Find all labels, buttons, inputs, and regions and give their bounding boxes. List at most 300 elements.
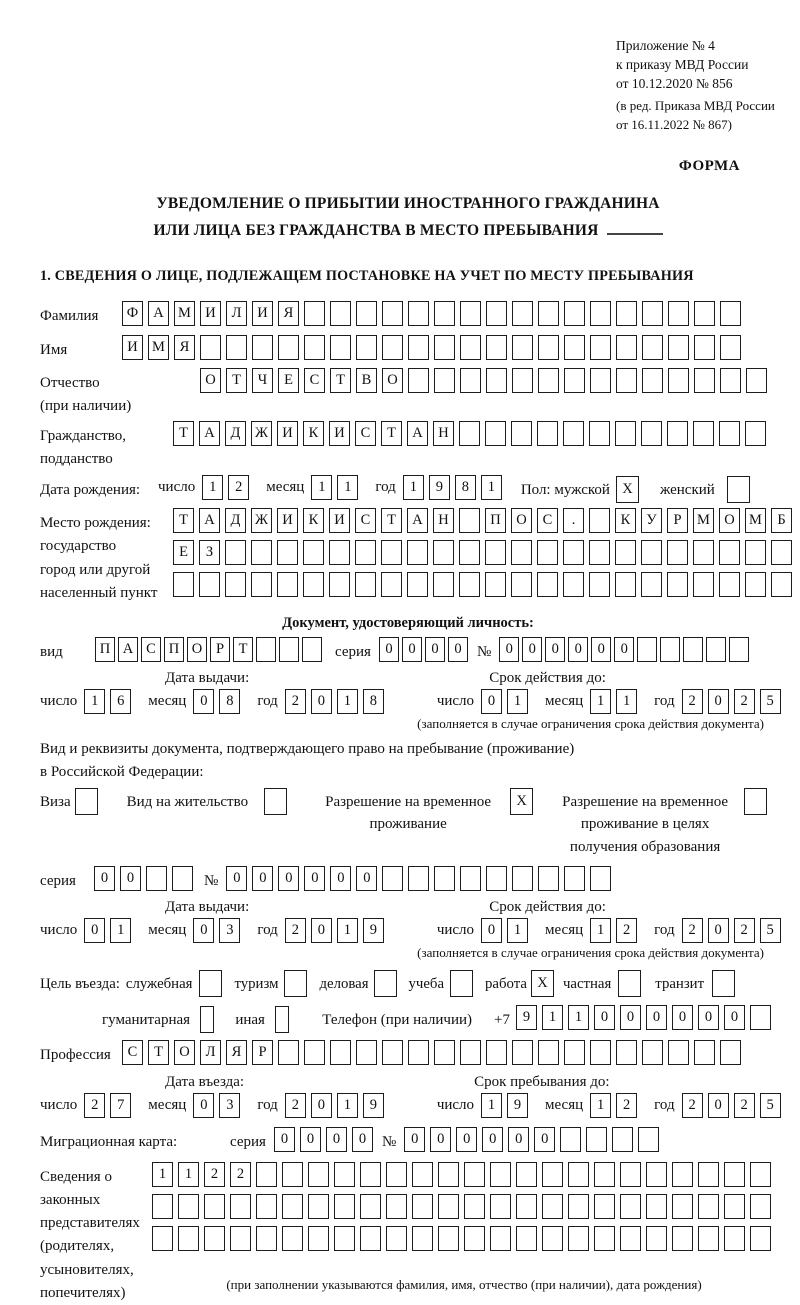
char-cell[interactable] [381,540,402,565]
char-cell[interactable] [568,1226,589,1251]
char-cell[interactable] [720,368,741,393]
char-cell[interactable] [724,1226,745,1251]
char-cell[interactable]: Д [225,421,246,446]
char-cell[interactable] [589,540,610,565]
char-cell[interactable] [381,572,402,597]
date-month-cells[interactable] [193,689,245,714]
char-cell[interactable] [590,301,611,326]
char-cell[interactable] [360,1162,381,1187]
purpose-tourism-checkbox[interactable] [284,970,307,997]
date-month-cells[interactable] [193,918,245,943]
char-cell[interactable] [706,637,726,662]
date-day-cells[interactable] [481,918,533,943]
char-cell[interactable]: 0 [456,1127,477,1152]
char-cell[interactable] [460,1040,481,1065]
char-cell[interactable]: С [537,508,558,533]
char-cell[interactable] [620,1162,641,1187]
char-cell[interactable] [490,1194,511,1219]
char-cell[interactable] [434,301,455,326]
char-cell[interactable] [538,1040,559,1065]
char-cell[interactable]: . [563,508,584,533]
purpose-business-checkbox[interactable] [374,970,397,997]
surname-cells[interactable] [122,301,746,326]
char-cell[interactable] [590,335,611,360]
char-cell[interactable] [225,572,246,597]
char-cell[interactable] [698,1162,719,1187]
char-cell[interactable] [683,637,703,662]
char-cell[interactable]: 0 [193,1093,214,1118]
char-cell[interactable]: Т [233,637,253,662]
char-cell[interactable] [178,1194,199,1219]
char-cell[interactable] [278,1040,299,1065]
char-cell[interactable] [537,572,558,597]
char-cell[interactable] [724,1162,745,1187]
char-cell[interactable]: 0 [646,1005,667,1030]
char-cell[interactable]: 9 [516,1005,537,1030]
char-cell[interactable] [750,1162,771,1187]
char-cell[interactable]: 0 [311,689,332,714]
date-day-cells[interactable] [84,918,136,943]
char-cell[interactable] [512,1040,533,1065]
char-cell[interactable] [356,1040,377,1065]
char-cell[interactable] [668,301,689,326]
char-cell[interactable]: 0 [252,866,273,891]
char-cell[interactable] [589,421,610,446]
char-cell[interactable]: 3 [219,918,240,943]
char-cell[interactable] [511,572,532,597]
char-cell[interactable]: 9 [507,1093,528,1118]
firstname-cells[interactable] [122,335,746,360]
char-cell[interactable] [512,866,533,891]
char-cell[interactable]: 0 [120,866,141,891]
guardians-cells-2[interactable] [152,1194,776,1219]
char-cell[interactable] [750,1226,771,1251]
char-cell[interactable] [490,1226,511,1251]
char-cell[interactable] [334,1194,355,1219]
char-cell[interactable] [538,335,559,360]
char-cell[interactable]: М [174,301,195,326]
char-cell[interactable] [308,1162,329,1187]
char-cell[interactable]: 2 [285,689,306,714]
date-month-cells[interactable] [590,918,642,943]
char-cell[interactable]: Ж [251,421,272,446]
char-cell[interactable] [408,368,429,393]
char-cell[interactable] [460,368,481,393]
visa-checkbox[interactable] [75,788,98,815]
char-cell[interactable] [542,1194,563,1219]
date-day-cells[interactable] [481,689,533,714]
char-cell[interactable]: Ф [122,301,143,326]
char-cell[interactable]: 2 [228,475,249,500]
char-cell[interactable]: 0 [508,1127,529,1152]
char-cell[interactable]: 0 [430,1127,451,1152]
char-cell[interactable] [486,368,507,393]
char-cell[interactable]: 0 [352,1127,373,1152]
char-cell[interactable] [438,1226,459,1251]
char-cell[interactable]: Т [330,368,351,393]
char-cell[interactable] [172,866,193,891]
birth-place-cells-1[interactable] [173,508,797,533]
char-cell[interactable] [642,1040,663,1065]
char-cell[interactable] [616,1040,637,1065]
doc-number-cells[interactable] [499,637,752,662]
char-cell[interactable]: 1 [202,475,223,500]
char-cell[interactable] [200,335,221,360]
char-cell[interactable]: 1 [590,918,611,943]
char-cell[interactable] [386,1226,407,1251]
char-cell[interactable] [720,335,741,360]
char-cell[interactable] [564,335,585,360]
char-cell[interactable] [304,335,325,360]
char-cell[interactable]: 1 [507,918,528,943]
char-cell[interactable] [382,335,403,360]
char-cell[interactable] [459,421,480,446]
char-cell[interactable]: 0 [311,918,332,943]
char-cell[interactable]: 0 [724,1005,745,1030]
purpose-transit-checkbox[interactable] [712,970,735,997]
char-cell[interactable] [516,1226,537,1251]
char-cell[interactable] [434,866,455,891]
char-cell[interactable]: О [382,368,403,393]
char-cell[interactable] [408,866,429,891]
char-cell[interactable] [330,1040,351,1065]
char-cell[interactable]: 0 [534,1127,555,1152]
guardians-cells-3[interactable] [152,1226,776,1251]
char-cell[interactable] [594,1162,615,1187]
char-cell[interactable] [542,1226,563,1251]
char-cell[interactable]: 2 [230,1162,251,1187]
char-cell[interactable]: Т [148,1040,169,1065]
char-cell[interactable] [693,421,714,446]
char-cell[interactable]: 0 [672,1005,693,1030]
char-cell[interactable] [616,368,637,393]
char-cell[interactable]: О [200,368,221,393]
char-cell[interactable] [516,1162,537,1187]
char-cell[interactable]: 2 [616,918,637,943]
char-cell[interactable] [516,1194,537,1219]
char-cell[interactable] [486,335,507,360]
char-cell[interactable]: 3 [219,1093,240,1118]
char-cell[interactable] [724,1194,745,1219]
char-cell[interactable] [537,540,558,565]
char-cell[interactable] [693,540,714,565]
char-cell[interactable] [256,637,276,662]
char-cell[interactable] [412,1226,433,1251]
char-cell[interactable]: О [174,1040,195,1065]
char-cell[interactable]: 0 [311,1093,332,1118]
char-cell[interactable] [356,301,377,326]
char-cell[interactable] [464,1226,485,1251]
char-cell[interactable] [434,1040,455,1065]
char-cell[interactable]: 9 [363,1093,384,1118]
char-cell[interactable] [646,1226,667,1251]
char-cell[interactable] [542,1162,563,1187]
char-cell[interactable] [615,572,636,597]
char-cell[interactable]: 9 [429,475,450,500]
temp-residence-checkbox[interactable]: X [510,788,533,815]
char-cell[interactable] [486,1040,507,1065]
char-cell[interactable] [485,540,506,565]
birth-place-cells-2[interactable] [173,540,797,565]
char-cell[interactable]: 0 [698,1005,719,1030]
char-cell[interactable]: О [719,508,740,533]
char-cell[interactable]: 0 [274,1127,295,1152]
char-cell[interactable] [641,421,662,446]
char-cell[interactable] [486,866,507,891]
char-cell[interactable]: 0 [568,637,588,662]
char-cell[interactable]: 0 [448,637,468,662]
char-cell[interactable] [672,1194,693,1219]
char-cell[interactable] [637,637,657,662]
char-cell[interactable]: А [199,421,220,446]
char-cell[interactable] [360,1226,381,1251]
char-cell[interactable] [382,1040,403,1065]
char-cell[interactable]: 2 [734,1093,755,1118]
char-cell[interactable]: 0 [94,866,115,891]
date-day-cells[interactable] [84,1093,136,1118]
char-cell[interactable]: 0 [300,1127,321,1152]
char-cell[interactable]: 1 [481,1093,502,1118]
date-year-cells[interactable] [285,918,389,943]
char-cell[interactable]: 0 [708,918,729,943]
char-cell[interactable]: 0 [594,1005,615,1030]
char-cell[interactable] [277,540,298,565]
doc-kind-cells[interactable] [95,637,325,662]
char-cell[interactable]: 8 [219,689,240,714]
char-cell[interactable] [616,301,637,326]
char-cell[interactable]: Я [226,1040,247,1065]
char-cell[interactable]: Т [173,508,194,533]
char-cell[interactable] [412,1194,433,1219]
char-cell[interactable] [660,637,680,662]
char-cell[interactable] [438,1194,459,1219]
char-cell[interactable]: 6 [110,689,131,714]
char-cell[interactable] [668,335,689,360]
char-cell[interactable]: 1 [152,1162,173,1187]
char-cell[interactable] [486,301,507,326]
char-cell[interactable]: 0 [226,866,247,891]
char-cell[interactable]: 0 [591,637,611,662]
char-cell[interactable] [408,335,429,360]
char-cell[interactable]: Д [225,508,246,533]
char-cell[interactable] [615,421,636,446]
char-cell[interactable] [694,1040,715,1065]
char-cell[interactable]: 0 [330,866,351,891]
char-cell[interactable] [334,1226,355,1251]
char-cell[interactable] [408,1040,429,1065]
char-cell[interactable]: К [615,508,636,533]
residence-permit-checkbox[interactable] [264,788,287,815]
char-cell[interactable] [537,421,558,446]
char-cell[interactable]: И [122,335,143,360]
char-cell[interactable] [225,540,246,565]
char-cell[interactable] [464,1162,485,1187]
char-cell[interactable] [355,540,376,565]
char-cell[interactable] [304,1040,325,1065]
char-cell[interactable]: 0 [481,918,502,943]
char-cell[interactable]: 1 [616,689,637,714]
char-cell[interactable]: 2 [734,918,755,943]
char-cell[interactable] [434,368,455,393]
char-cell[interactable] [433,540,454,565]
purpose-work-checkbox[interactable]: X [531,970,554,997]
char-cell[interactable] [434,335,455,360]
char-cell[interactable]: Р [252,1040,273,1065]
char-cell[interactable]: Е [278,368,299,393]
char-cell[interactable] [538,368,559,393]
char-cell[interactable]: 0 [404,1127,425,1152]
char-cell[interactable]: Ж [251,508,272,533]
char-cell[interactable] [382,301,403,326]
char-cell[interactable] [152,1194,173,1219]
char-cell[interactable] [563,421,584,446]
char-cell[interactable]: М [693,508,714,533]
char-cell[interactable] [407,540,428,565]
char-cell[interactable] [668,1040,689,1065]
citizenship-cells[interactable] [173,421,771,446]
char-cell[interactable]: 0 [193,689,214,714]
char-cell[interactable]: К [303,421,324,446]
char-cell[interactable] [382,866,403,891]
char-cell[interactable]: О [511,508,532,533]
char-cell[interactable]: 0 [304,866,325,891]
char-cell[interactable]: А [118,637,138,662]
char-cell[interactable]: Р [667,508,688,533]
char-cell[interactable]: И [329,508,350,533]
migration-series-cells[interactable] [274,1127,378,1152]
char-cell[interactable] [230,1226,251,1251]
char-cell[interactable] [302,637,322,662]
char-cell[interactable] [199,572,220,597]
char-cell[interactable]: 0 [379,637,399,662]
char-cell[interactable] [490,1162,511,1187]
char-cell[interactable]: 1 [178,1162,199,1187]
char-cell[interactable] [672,1162,693,1187]
char-cell[interactable]: П [485,508,506,533]
char-cell[interactable] [750,1005,771,1030]
char-cell[interactable]: У [641,508,662,533]
char-cell[interactable] [407,572,428,597]
char-cell[interactable]: 0 [499,637,519,662]
char-cell[interactable] [329,540,350,565]
char-cell[interactable] [563,572,584,597]
char-cell[interactable]: 5 [760,918,781,943]
char-cell[interactable] [642,301,663,326]
char-cell[interactable]: Н [433,421,454,446]
char-cell[interactable] [564,1040,585,1065]
char-cell[interactable]: 1 [311,475,332,500]
char-cell[interactable]: 0 [708,689,729,714]
char-cell[interactable] [329,572,350,597]
char-cell[interactable]: 2 [682,1093,703,1118]
char-cell[interactable]: А [148,301,169,326]
char-cell[interactable] [745,572,766,597]
char-cell[interactable]: К [303,508,324,533]
char-cell[interactable]: 1 [110,918,131,943]
char-cell[interactable]: 2 [285,918,306,943]
char-cell[interactable] [330,301,351,326]
char-cell[interactable]: Я [174,335,195,360]
char-cell[interactable] [408,301,429,326]
char-cell[interactable] [745,540,766,565]
char-cell[interactable]: С [122,1040,143,1065]
char-cell[interactable]: А [407,508,428,533]
char-cell[interactable] [589,572,610,597]
char-cell[interactable] [672,1226,693,1251]
char-cell[interactable] [459,540,480,565]
char-cell[interactable]: Т [226,368,247,393]
char-cell[interactable] [642,335,663,360]
char-cell[interactable]: 1 [590,689,611,714]
char-cell[interactable] [356,335,377,360]
char-cell[interactable]: И [252,301,273,326]
char-cell[interactable]: 0 [481,689,502,714]
char-cell[interactable] [282,1162,303,1187]
char-cell[interactable] [282,1194,303,1219]
char-cell[interactable]: П [95,637,115,662]
char-cell[interactable]: Н [433,508,454,533]
purpose-official-checkbox[interactable] [199,970,222,997]
char-cell[interactable] [719,421,740,446]
char-cell[interactable] [667,540,688,565]
char-cell[interactable]: 2 [84,1093,105,1118]
char-cell[interactable] [173,572,194,597]
char-cell[interactable] [564,866,585,891]
char-cell[interactable] [512,368,533,393]
purpose-study-checkbox[interactable] [450,970,473,997]
char-cell[interactable]: 0 [84,918,105,943]
char-cell[interactable] [464,1194,485,1219]
char-cell[interactable] [386,1162,407,1187]
char-cell[interactable] [511,540,532,565]
char-cell[interactable]: 2 [204,1162,225,1187]
date-year-cells[interactable] [682,918,786,943]
char-cell[interactable]: 0 [614,637,634,662]
char-cell[interactable] [360,1194,381,1219]
char-cell[interactable] [512,335,533,360]
char-cell[interactable] [667,421,688,446]
char-cell[interactable] [278,335,299,360]
residence-series-cells[interactable] [94,866,198,891]
char-cell[interactable]: Т [173,421,194,446]
char-cell[interactable] [256,1194,277,1219]
char-cell[interactable] [146,866,167,891]
char-cell[interactable] [303,572,324,597]
char-cell[interactable] [720,301,741,326]
char-cell[interactable]: П [164,637,184,662]
char-cell[interactable] [568,1194,589,1219]
char-cell[interactable] [277,572,298,597]
char-cell[interactable] [438,1162,459,1187]
char-cell[interactable]: 0 [356,866,377,891]
sex-female-checkbox[interactable] [727,476,750,503]
date-month-cells[interactable] [590,689,642,714]
guardians-cells-1[interactable] [152,1162,776,1187]
char-cell[interactable] [308,1194,329,1219]
char-cell[interactable] [256,1162,277,1187]
char-cell[interactable]: Л [200,1040,221,1065]
date-day-cells[interactable] [84,689,136,714]
char-cell[interactable]: 0 [193,918,214,943]
date-year-cells[interactable] [285,1093,389,1118]
char-cell[interactable] [485,572,506,597]
patronymic-cells[interactable] [200,368,772,393]
char-cell[interactable] [719,572,740,597]
date-year-cells[interactable] [403,475,507,500]
char-cell[interactable] [433,572,454,597]
char-cell[interactable]: 1 [337,475,358,500]
char-cell[interactable] [460,301,481,326]
